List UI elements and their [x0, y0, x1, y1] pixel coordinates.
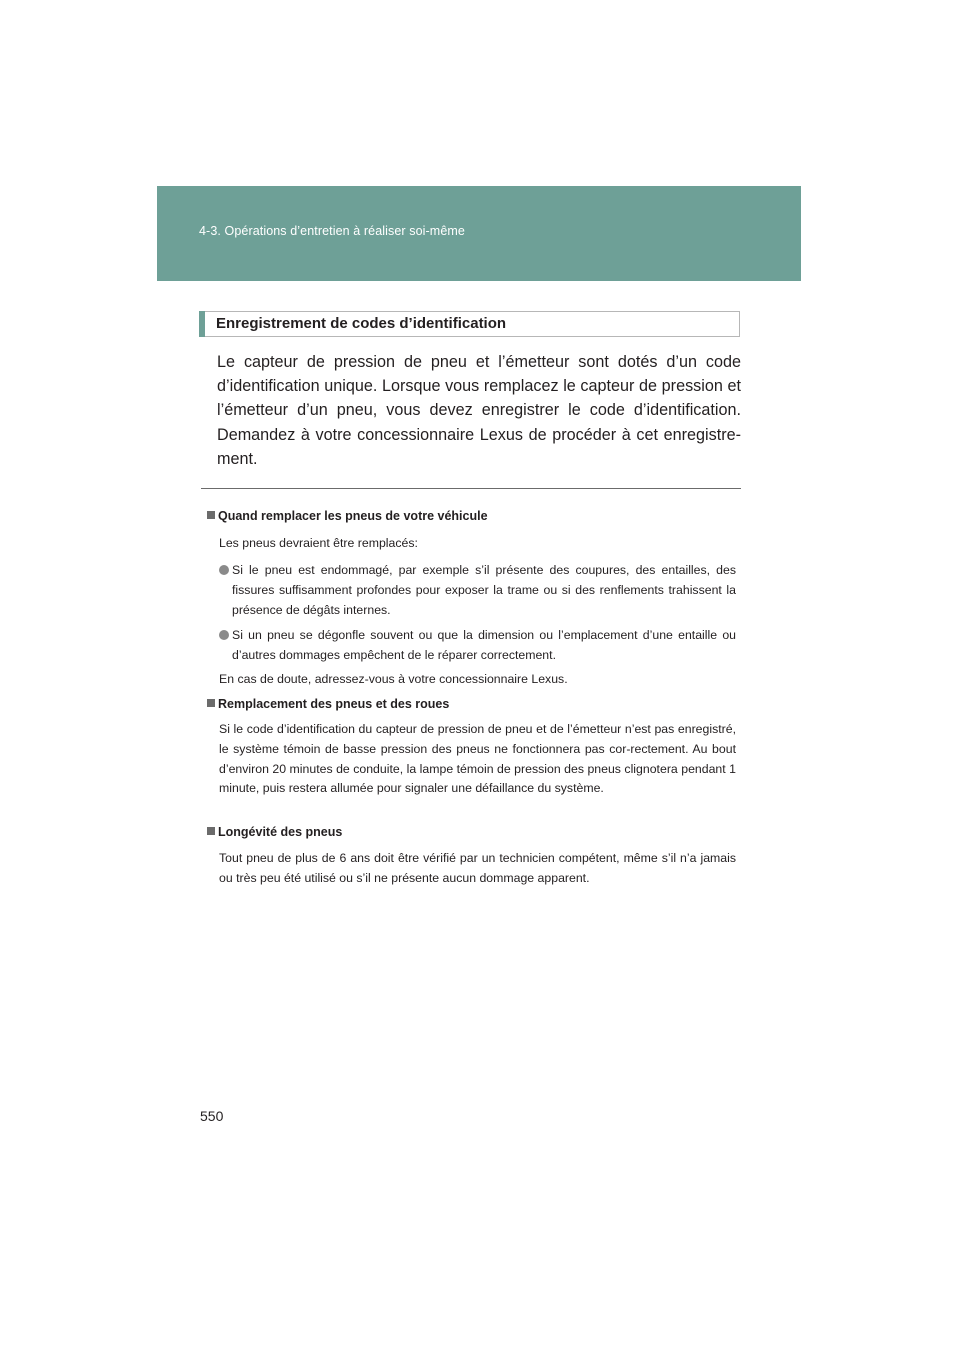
chapter-title: 4-3. Opérations d’entretien à réaliser soi-même — [199, 224, 465, 238]
section-heading-box — [199, 311, 740, 337]
chapter-header-band — [157, 186, 801, 281]
note-longevity-text: Tout pneu de plus de 6 ans doit être vérifié par un technicien compétent, même s’il n’a jamais ou très peu été utilisé ou s’il ne présente aucun dommage apparent. — [219, 851, 736, 885]
section-intro: Le capteur de pression de pneu et l’émetteur sont dotés d’un code d’identification unique. Lorsque vous remplacez le capteur de pression et l’émetteur d’un pneu, vous devez enregistrer le code d’identification. Demandez à votre concessionnaire Lexus de procéder à cet enregistre-ment. — [217, 353, 741, 468]
section-heading-accent — [199, 311, 205, 337]
square-bullet-icon — [207, 511, 215, 519]
section-title: Enregistrement de codes d’identification — [216, 315, 507, 332]
divider — [201, 488, 741, 489]
list-item: Si le pneu est endommagé, par exemple s’il présente des coupures, des entailles, des fissures suffisamment profondes pour exposer la trame ou si des renflements trahissent la présence de dégâts internes. — [219, 560, 736, 620]
note-heading-replacement: Remplacement des pneus et des roues — [207, 697, 449, 711]
note-heading-when-replace: Quand remplacer les pneus de votre véhicule — [207, 509, 488, 523]
page-number: 550 — [200, 1108, 224, 1124]
square-bullet-icon — [207, 699, 215, 707]
note-footer: En cas de doute, adressez-vous à votre concessionnaire Lexus. — [219, 672, 568, 686]
bullet-dot-icon — [219, 630, 229, 640]
note-replacement-text: Si le code d’identification du capteur de pression de pneu et de l’émetteur n’est pas enregistré, le système témoin de basse pression des pneus ne fonctionnera pas cor-rectement. Au bout d’environ 20 minutes de conduite, la lampe témoin de pression des pneus clignotera pendant 1 minute, puis restera allumée pour signaler une défaillance du système. — [219, 722, 736, 796]
list-item: Si un pneu se dégonfle souvent ou que la dimension ou l’emplacement d’une entaille ou d’autres dommages empêchent de le réparer correctement. — [219, 625, 736, 665]
square-bullet-icon — [207, 827, 215, 835]
bullet-dot-icon — [219, 565, 229, 575]
note-lead: Les pneus devraient être remplacés: — [219, 536, 418, 550]
note-heading-longevity: Longévité des pneus — [207, 825, 342, 839]
